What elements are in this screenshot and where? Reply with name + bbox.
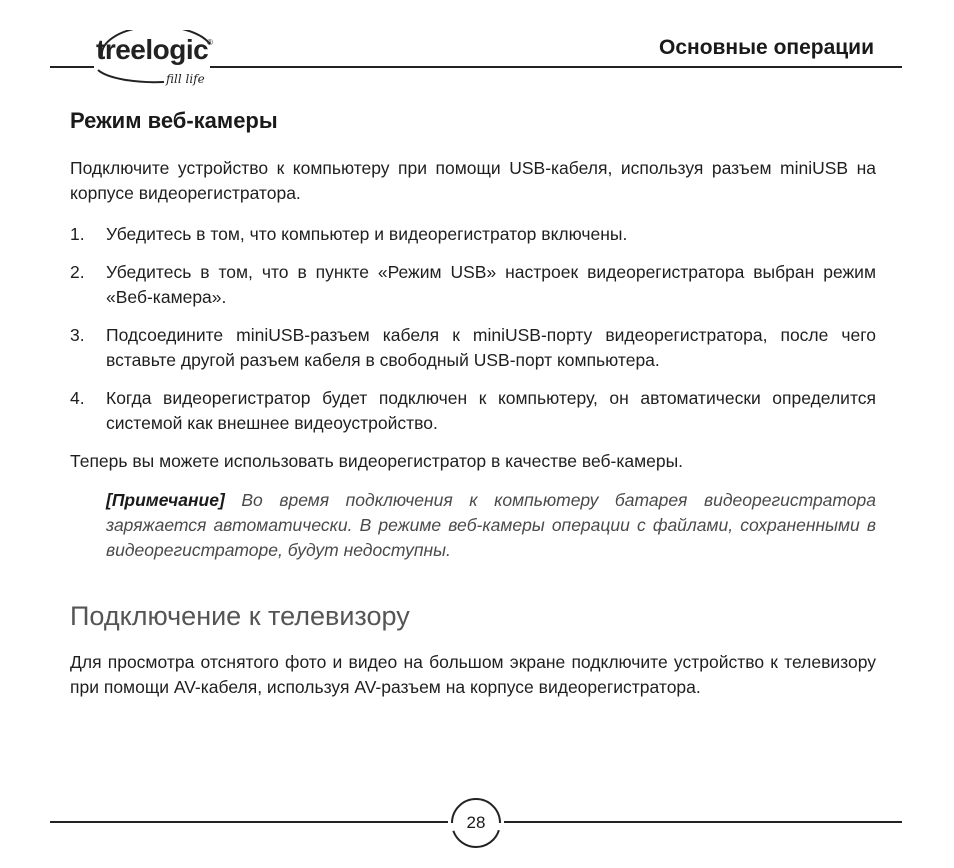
list-item bbox=[70, 323, 876, 373]
webcam-steps-list bbox=[70, 222, 876, 436]
step-text: Убедитесь в том, что в пункте «Режим USB» настроек видеорегистратора выбран режим «Веб-камера». bbox=[106, 262, 876, 307]
list-item bbox=[70, 222, 876, 247]
note-text: Во время подключения к компьютеру батарея видеорегистратора заряжается автоматически. В режиме веб-камеры операции с файлами, сохраненными в видеорегистраторе, будут недоступны. bbox=[106, 490, 876, 560]
header-rule-left bbox=[50, 66, 94, 68]
logo-tagline: fill life bbox=[166, 72, 205, 86]
section-header-title: Основные операции bbox=[659, 36, 874, 59]
footer-rule-right bbox=[504, 821, 902, 823]
step-number: 4. bbox=[70, 388, 85, 408]
step-number: 2. bbox=[70, 262, 85, 282]
tv-text: Для просмотра отснятого фото и видео на большом экране подключите устройство к телевизору при помощи AV-кабеля, используя AV-разъем на корпусе видеорегистратора. bbox=[70, 652, 876, 697]
page-number-badge bbox=[448, 795, 504, 851]
step-text: Убедитесь в том, что компьютер и видеорегистратор включены. bbox=[106, 224, 628, 244]
note-block bbox=[106, 488, 876, 563]
step-text: Подсоедините miniUSB-разъем кабеля к miniUSB-порту видеорегистратора, после чего вставьте другой разъем кабеля в свободный USB-порт компьютера. bbox=[106, 325, 876, 370]
treelogic-logo bbox=[94, 30, 224, 90]
step-number: 1. bbox=[70, 224, 85, 244]
list-item bbox=[70, 260, 876, 310]
page-number: 28 bbox=[466, 813, 486, 832]
note-label: [Примечание] bbox=[106, 490, 225, 510]
page-content bbox=[70, 108, 876, 700]
tv-heading: Подключение к телевизору bbox=[70, 601, 410, 631]
step-text: Когда видеорегистратор будет подключен к компьютеру, он автоматически определится системой как внешнее видеоустройство. bbox=[106, 388, 876, 433]
webcam-conclusion: Теперь вы можете использовать видеорегистратор в качестве веб-камеры. bbox=[70, 451, 684, 471]
logo-brand: treelogic bbox=[96, 34, 209, 65]
footer-rule-left bbox=[50, 821, 448, 823]
webcam-heading: Режим веб-камеры bbox=[70, 108, 278, 133]
logo-registered-mark: ® bbox=[207, 38, 213, 47]
list-item bbox=[70, 386, 876, 436]
header-rule-right bbox=[210, 66, 902, 68]
webcam-intro: Подключите устройство к компьютеру при помощи USB-кабеля, используя разъем miniUSB на корпусе видеорегистратора. bbox=[70, 158, 876, 203]
step-number: 3. bbox=[70, 325, 85, 345]
